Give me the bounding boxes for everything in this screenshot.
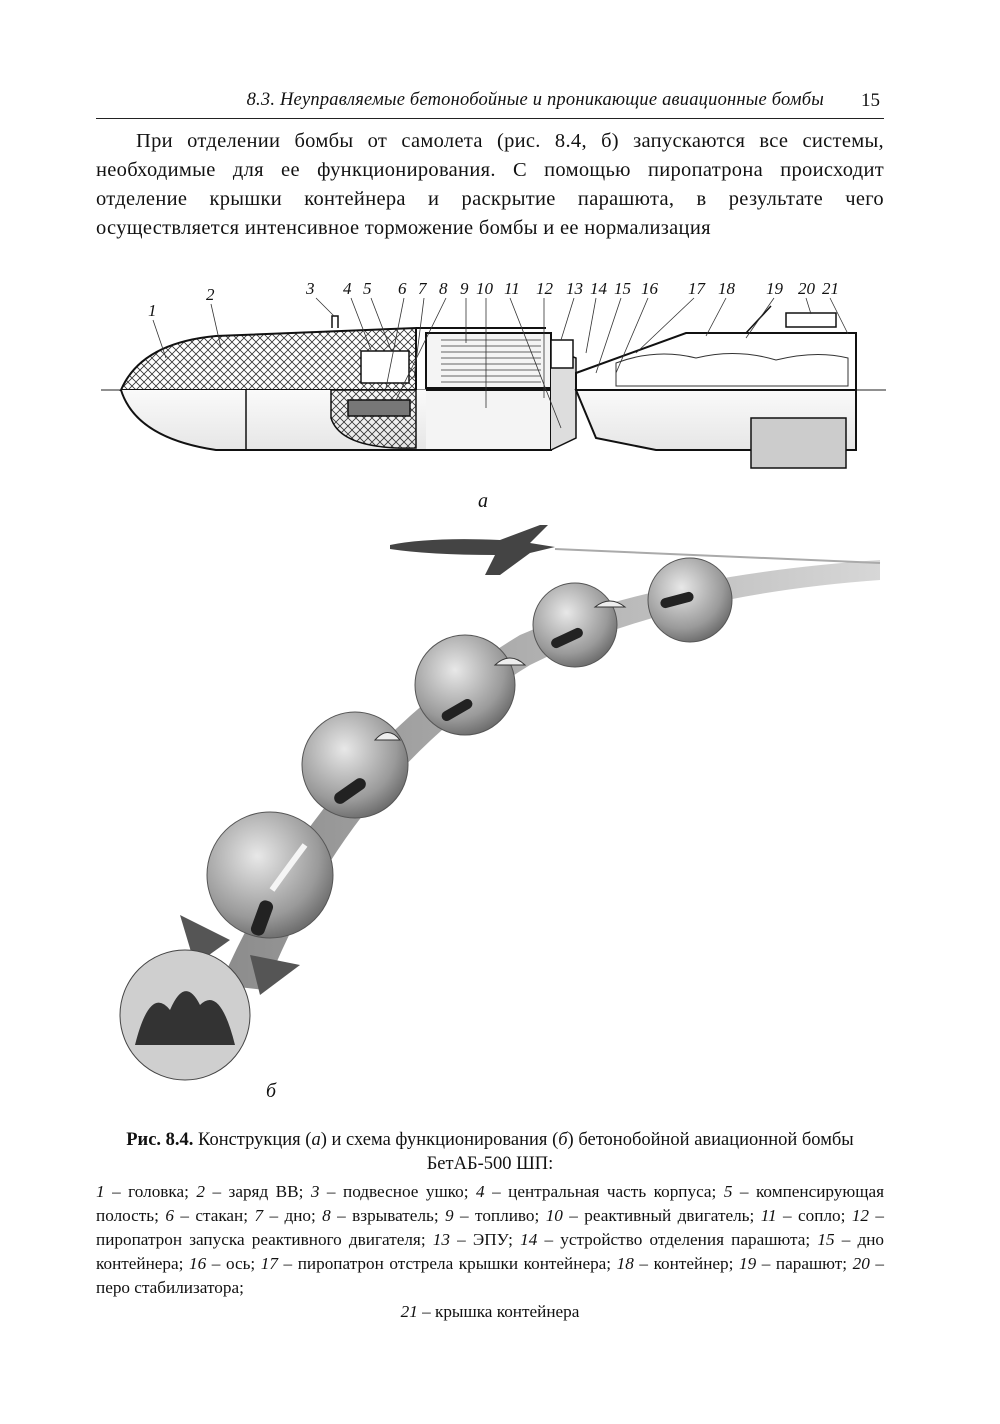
stabilizer-fin <box>751 418 846 468</box>
bomb-functioning-sequence-diagram <box>100 515 890 1085</box>
part-label: 11 <box>504 279 520 298</box>
figure-caption: Рис. 8.4. Конструкция (а) и схема функционирования (б) бетонобойной авиационной бомбы БетАБ-500 ШП: <box>126 1130 854 1174</box>
part-label: 1 <box>148 301 157 320</box>
part-label: 3 <box>306 279 315 298</box>
part-label: 8 <box>439 279 448 298</box>
part-label: 17 <box>688 279 705 298</box>
parachute-container <box>576 333 856 390</box>
part-label: 7 <box>418 279 427 298</box>
part-label: 12 <box>536 279 553 298</box>
figure-a-label: а <box>478 490 488 512</box>
part-label: 13 <box>566 279 583 298</box>
body-paragraph: При отделении бомбы от самолета (рис. 8.4, б) запускаются все системы, необходимые для ее функционирования. С помощью пиропатрона происходит отделение крышки контейнера и раскрытие парашюта, в результате чего осуществляется интенсивное торможение бомбы и ее нормализация <box>96 130 884 239</box>
part-label: 15 <box>614 279 631 298</box>
running-header <box>96 88 884 119</box>
caption-prefix: Рис. 8.4. <box>126 1130 194 1150</box>
figure-b-label: б <box>266 1080 277 1102</box>
bomb-cross-section-diagram <box>96 278 896 488</box>
fuze <box>348 400 410 416</box>
part-label: 5 <box>363 279 372 298</box>
stage-2-circle <box>533 583 617 667</box>
legend-last-line: 21 – крышка контейнера <box>400 1302 580 1321</box>
part-label: 4 <box>343 279 352 298</box>
stage-5-circle <box>207 812 333 938</box>
part-label: 16 <box>641 279 658 298</box>
part-label: 18 <box>718 279 735 298</box>
part-label: 14 <box>590 279 607 298</box>
part-label: 10 <box>476 279 493 298</box>
part-label: 2 <box>206 285 215 304</box>
part-label: 6 <box>398 279 407 298</box>
figure-legend: 1 – головка; 2 – заряд ВВ; 3 – подвесное ушко; 4 – центральная часть корпуса; 5 – компенсирующая полость; 6 – стакан; 7 – дно; 8 – взрыватель; 9 – топливо; 10 – реактивный двигатель; 11 – сопло; 12 – пиропатрон запуска реактивного двигателя; 13 – ЭПУ; 14 – устройство отделения парашюта; 15 – дно контейнера; 16 – ось; 17 – пиропатрон отстрела крышки контейнера; 18 – контейнер; 19 – парашют; 20 – перо стабилизатора; 21 – крышка контейнера <box>96 1180 884 1324</box>
stage-3-circle <box>415 635 515 735</box>
part-label: 9 <box>460 279 469 298</box>
page-number: 15 <box>861 90 880 111</box>
stage-4-circle <box>302 712 408 818</box>
part-label: 21 <box>822 279 839 298</box>
running-title: 8.3. Неуправляемые бетонобойные и проникающие авиационные бомбы <box>246 90 824 110</box>
part-label: 19 <box>766 279 783 298</box>
rocket-motor <box>426 333 551 388</box>
part-label: 20 <box>798 279 815 298</box>
suspension-lug <box>332 316 338 328</box>
